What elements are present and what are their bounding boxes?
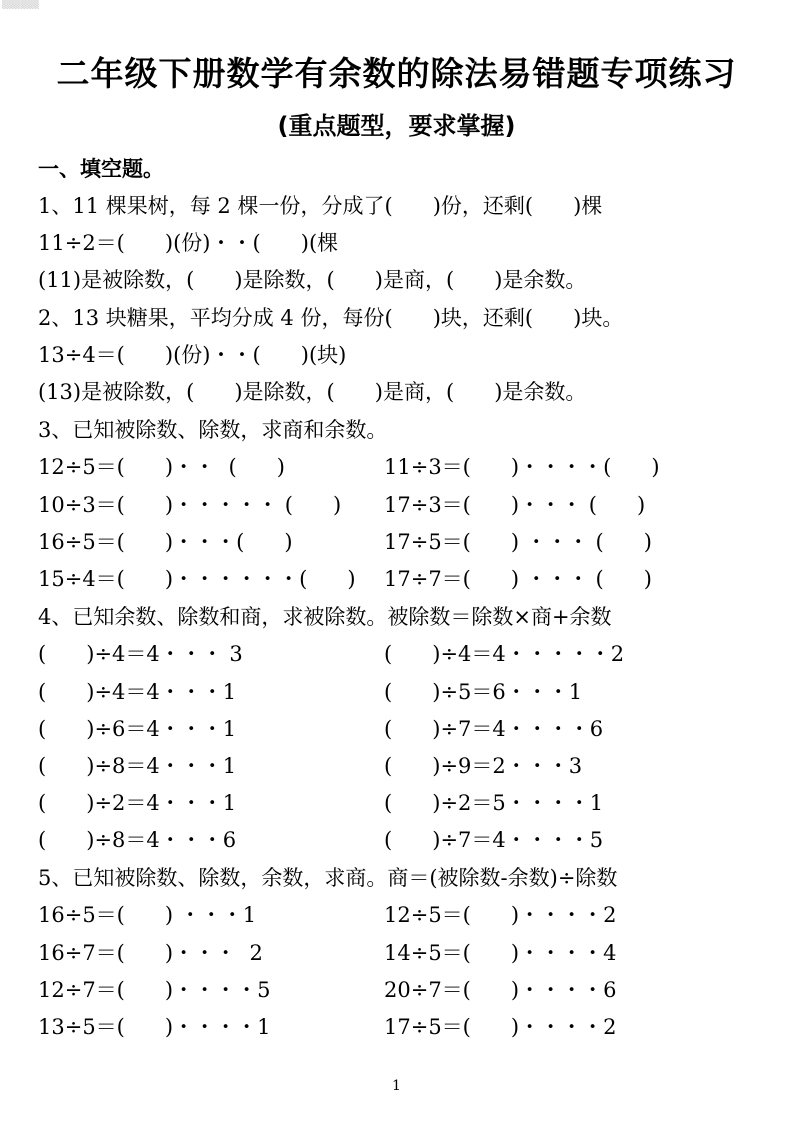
question-1-line-2: 11÷2＝( )(份)・・( )(棵 bbox=[38, 231, 339, 255]
question-4-right-item: ( )÷7＝4・・・・5 bbox=[384, 828, 604, 852]
question-4-left-item: ( )÷8＝4・・・1 bbox=[38, 754, 237, 778]
question-5-right-item: 14÷5＝( )・・・・4 bbox=[384, 941, 617, 965]
question-1-line-3: (11)是被除数，( )是除数，( )是商，( )是余数。 bbox=[38, 268, 587, 292]
question-5-left-item: 16÷5＝( ) ・・・1 bbox=[38, 903, 257, 927]
question-1-line-1: 1、11 棵果树，每 2 棵一份，分成了( )份，还剩( )棵 bbox=[38, 194, 603, 218]
question-5-left-item: 12÷7＝( )・・・・5 bbox=[38, 978, 271, 1002]
question-4-right-item: ( )÷2＝5・・・・1 bbox=[384, 791, 604, 815]
question-2-line-3: (13)是被除数，( )是除数，( )是商，( )是余数。 bbox=[38, 380, 587, 404]
question-3-heading: 3、已知被除数、除数，求商和余数。 bbox=[38, 418, 388, 442]
question-5-left-item: 13÷5＝( )・・・・1 bbox=[38, 1015, 271, 1039]
watermark-logo: ▒▒▒▒▒▒ bbox=[2, 0, 39, 9]
question-4-left-item: ( )÷4＝4・・・ 3 bbox=[38, 642, 243, 666]
question-3-left-item: 15÷4＝( )・・・・・・( ) bbox=[38, 567, 356, 591]
page-title: 二年级下册数学有余数的除法易错题专项练习 bbox=[56, 54, 737, 93]
question-3-right-item: 17÷3＝( )・・・ ( ) bbox=[384, 493, 646, 517]
section-heading-fill-in: 一、填空题。 bbox=[38, 157, 164, 181]
question-2-line-2: 13÷4＝( )(份)・・( )(块) bbox=[38, 343, 347, 367]
question-5-heading: 5、已知被除数、除数，余数，求商。商＝(被除数-余数)÷除数 bbox=[38, 866, 618, 890]
question-3-left-item: 16÷5＝( )・・・( ) bbox=[38, 530, 293, 554]
question-5-right-item: 17÷5＝( )・・・・2 bbox=[384, 1015, 617, 1039]
question-4-right-item: ( )÷7＝4・・・・6 bbox=[384, 717, 604, 741]
question-4-left-item: ( )÷6＝4・・・1 bbox=[38, 717, 237, 741]
question-4-right-item: ( )÷4＝4・・・・・2 bbox=[384, 642, 625, 666]
question-3-left-item: 10÷3＝( )・・・・・ ( ) bbox=[38, 493, 342, 517]
question-4-left-item: ( )÷4＝4・・・1 bbox=[38, 680, 237, 704]
question-4-left-item: ( )÷2＝4・・・1 bbox=[38, 791, 237, 815]
question-3-right-item: 17÷5＝( ) ・・・ ( ) bbox=[384, 530, 652, 554]
question-3-left-item: 12÷5＝( )・・ ( ) bbox=[38, 455, 285, 479]
question-4-left-item: ( )÷8＝4・・・6 bbox=[38, 828, 237, 852]
question-4-heading: 4、已知余数、除数和商，求被除数。被除数＝除数×商+余数 bbox=[38, 605, 612, 629]
question-4-right-item: ( )÷5＝6・・・1 bbox=[384, 680, 583, 704]
question-4-right-item: ( )÷9＝2・・・3 bbox=[384, 754, 583, 778]
page-subtitle: (重点题型，要求掌握) bbox=[277, 112, 516, 140]
question-3-right-item: 11÷3＝( )・・・・( ) bbox=[384, 455, 660, 479]
question-2-line-1: 2、13 块糖果，平均分成 4 份，每份( )块，还剩( )块。 bbox=[38, 306, 624, 330]
question-5-left-item: 16÷7＝( )・・・ 2 bbox=[38, 941, 263, 965]
question-5-right-item: 12÷5＝( )・・・・2 bbox=[384, 903, 617, 927]
question-3-right-item: 17÷7＝( ) ・・・ ( ) bbox=[384, 567, 652, 591]
page-number: 1 bbox=[392, 1078, 401, 1094]
question-5-right-item: 20÷7＝( )・・・・6 bbox=[384, 978, 617, 1002]
